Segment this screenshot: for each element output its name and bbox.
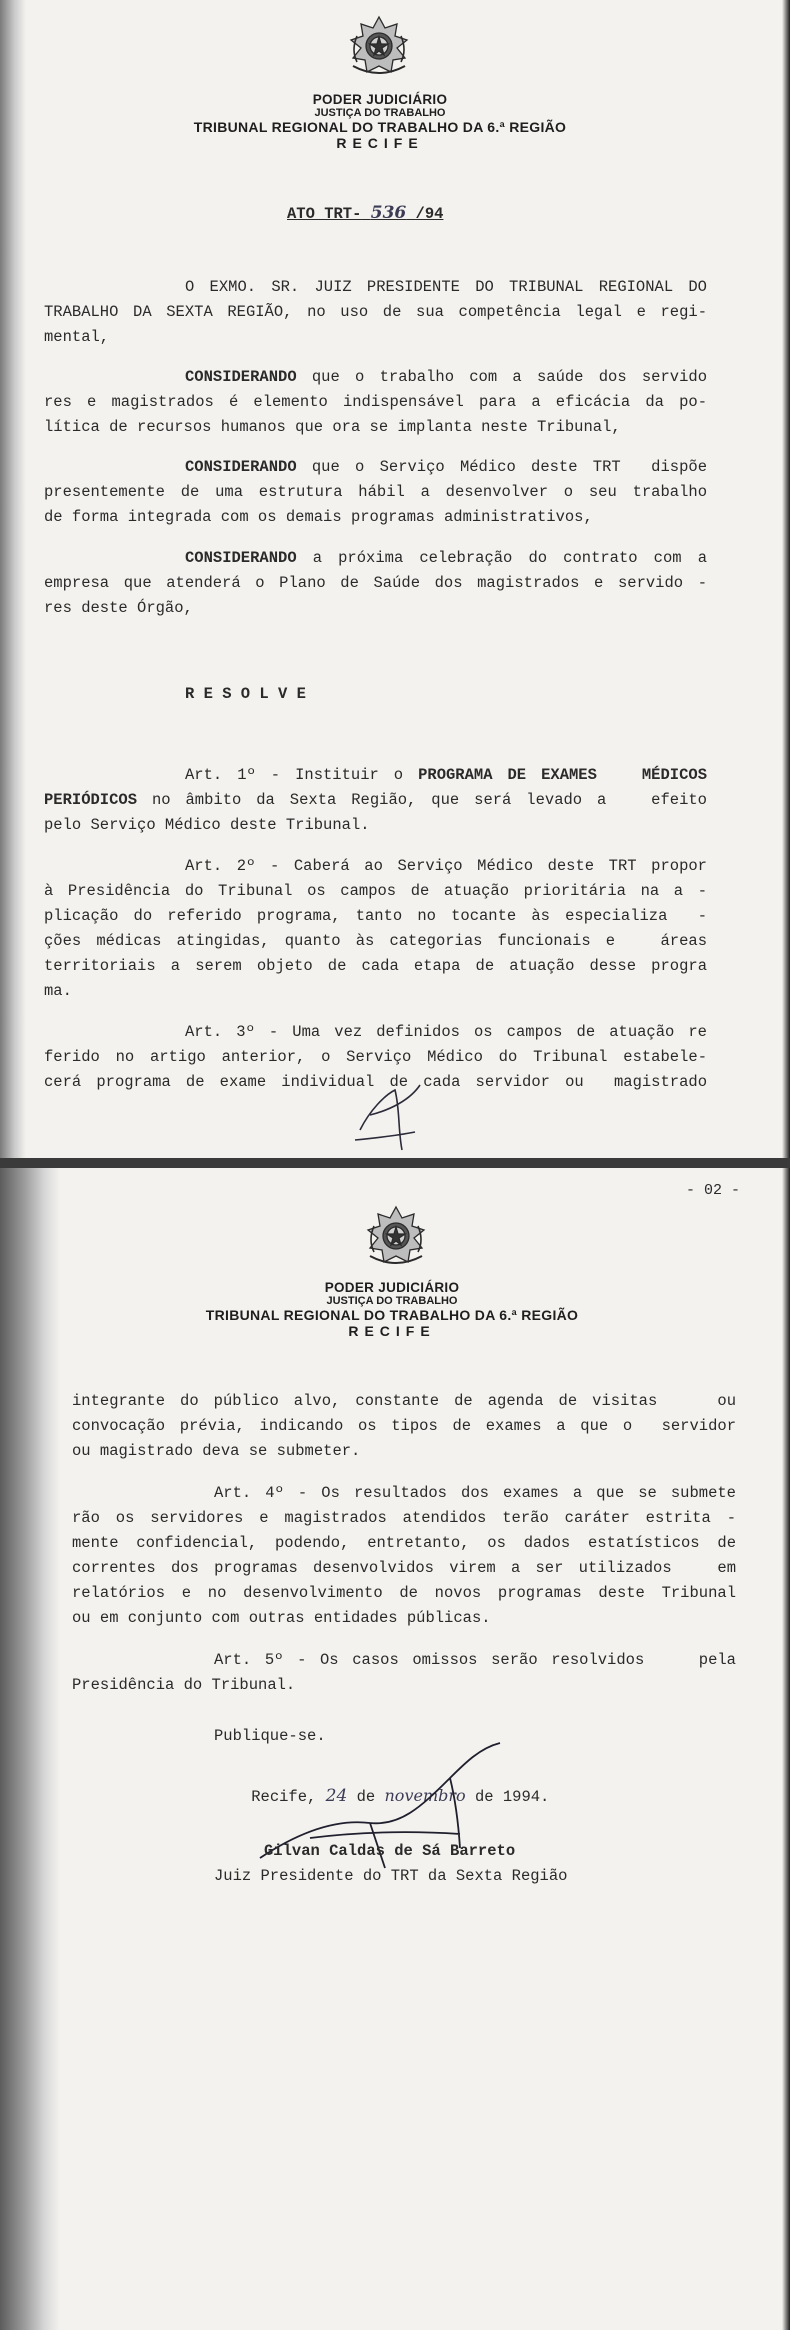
art-4-line-6: ou em conjunto com outras entidades públicas. <box>72 1609 491 1627</box>
considerando-1-line-2: res e magistrados é elemento indispensável para a eficácia da po- <box>44 393 707 411</box>
art-4-line-3: mente confidencial, podendo, entretanto, os dados estatísticos de <box>72 1534 736 1552</box>
art-4-line-1: Art. 4º - Os resultados dos exames a que se submete <box>214 1484 736 1502</box>
art-4-line-5: relatórios e no desenvolvimento de novos programas deste Tribunal <box>72 1584 736 1602</box>
signer-title: Juiz Presidente do TRT da Sexta Região <box>214 1867 568 1885</box>
header-line-4: RECIFE <box>348 1323 436 1339</box>
page-number: - 02 - <box>685 1182 740 1199</box>
art-1-program: PROGRAMA DE EXAMES MÉDICOS <box>418 766 707 784</box>
act-title <box>287 203 443 223</box>
act-prefix: ATO TRT- <box>287 205 362 223</box>
date-day-handwritten: 24 <box>325 1786 348 1806</box>
art-1-prefix: Art. 1º - Instituir o <box>185 766 419 784</box>
publique-se: Publique-se. <box>214 1727 326 1745</box>
art-5-line-2: Presidência do Tribunal. <box>72 1676 296 1694</box>
art-1-line-1 <box>185 764 707 786</box>
art-4-line-4: correntes dos programas desenvolvidos virem a ser utilizados em <box>72 1559 736 1577</box>
art-1-program-cont: PERIÓDICOS <box>44 791 138 809</box>
document-page-1 <box>0 0 790 1158</box>
scan-edge <box>782 0 790 1158</box>
considerando-1-line-1 <box>185 366 707 388</box>
header-line-4: RECIFE <box>336 135 424 151</box>
art-3-line-3: cerá programa de exame individual de cada servidor ou magistrado <box>44 1073 707 1091</box>
coat-of-arms-icon <box>345 14 413 82</box>
resolve-heading: R E S O L V E <box>185 685 306 703</box>
coat-of-arms-icon <box>362 1204 430 1272</box>
art-2-line-3: plicação do referido programa, tanto no tocante às especializa - <box>44 907 707 925</box>
header-line-2: JUSTIÇA DO TRABALHO <box>314 107 446 119</box>
initials-signature <box>340 1070 450 1155</box>
header-line-3: TRIBUNAL REGIONAL DO TRABALHO DA 6.ª REGIÃO <box>205 1307 579 1323</box>
considerando-3-line-1 <box>185 547 707 569</box>
considerando-3-line-3: res deste Órgão, <box>44 599 193 617</box>
art-3-cont-line-2: convocação prévia, indicando os tipos de exames a que o servidor <box>72 1417 736 1435</box>
scan-shadow <box>0 1168 60 2330</box>
art-5-line-1: Art. 5º - Os casos omissos serão resolvidos pela <box>214 1651 736 1669</box>
date-city: Recife, <box>251 1788 326 1806</box>
considerando-label: CONSIDERANDO <box>185 458 297 476</box>
art-1-line-2 <box>44 789 707 811</box>
document-page-2 <box>0 1168 790 2330</box>
art-1-line-3: pelo Serviço Médico deste Tribunal. <box>44 816 370 834</box>
letterhead <box>0 92 760 151</box>
art-2-line-4: ções médicas atingidas, quanto às categorias funcionais e áreas <box>44 932 707 950</box>
act-number-handwritten: 536 <box>370 203 407 223</box>
considerando-2-line-3: de forma integrada com os demais programas administrativos, <box>44 508 593 526</box>
art-2-line-2: à Presidência do Tribunal os campos de atuação prioritária na a - <box>44 882 707 900</box>
date-month-handwritten: novembro <box>384 1786 466 1805</box>
art-4-line-2: rão os servidores e magistrados atendidos terão caráter estrita - <box>72 1509 736 1527</box>
considerando-1-line-3: lítica de recursos humanos que ora se implanta neste Tribunal, <box>44 418 621 436</box>
header-line-1: PODER JUDICIÁRIO <box>324 1280 460 1295</box>
header-line-3: TRIBUNAL REGIONAL DO TRABALHO DA 6.ª REGIÃO <box>193 119 567 135</box>
considerando-2-text: que o Serviço Médico deste TRT dispõe <box>296 458 707 476</box>
considerando-2-line-2: presentemente de uma estrutura hábil a desenvolver o seu trabalho <box>44 483 707 501</box>
art-3-cont-line-3: ou magistrado deva se submeter. <box>72 1442 361 1460</box>
art-3-line-2: ferido no artigo anterior, o Serviço Médico do Tribunal estabele- <box>44 1048 707 1066</box>
header-line-2: JUSTIÇA DO TRABALHO <box>326 1295 458 1307</box>
opening-line-1: O EXMO. SR. JUIZ PRESIDENTE DO TRIBUNAL REGIONAL DO <box>185 278 707 296</box>
art-2-line-5: territoriais a serem objeto de cada etapa de atuação desse progra <box>44 957 707 975</box>
act-suffix: /94 <box>415 205 444 223</box>
letterhead <box>12 1280 772 1339</box>
art-3-cont-line-1: integrante do público alvo, constante de agenda de visitas ou <box>72 1392 736 1410</box>
considerando-3-text: a próxima celebração do contrato com a <box>296 549 707 567</box>
date-de: de <box>347 1788 385 1806</box>
considerando-label: CONSIDERANDO <box>185 368 297 386</box>
signer-name: Gilvan Caldas de Sá Barreto <box>264 1842 516 1860</box>
scan-edge <box>782 1168 790 2330</box>
considerando-2-line-1 <box>185 456 707 478</box>
opening-line-3: mental, <box>44 328 110 346</box>
considerando-label: CONSIDERANDO <box>185 549 297 567</box>
header-line-1: PODER JUDICIÁRIO <box>312 92 448 107</box>
art-2-line-6: ma. <box>44 982 72 1000</box>
art-3-line-1: Art. 3º - Uma vez definidos os campos de atuação re <box>185 1023 707 1041</box>
considerando-3-line-2: empresa que atenderá o Plano de Saúde dos magistrados e servido - <box>44 574 707 592</box>
date-year: de 1994. <box>465 1788 550 1806</box>
considerando-1-text: que o trabalho com a saúde dos servido <box>296 368 707 386</box>
opening-line-2: TRABALHO DA SEXTA REGIÃO, no uso de sua competência legal e regi- <box>44 303 707 321</box>
art-1-text: no âmbito da Sexta Região, que será levado a efeito <box>137 791 707 809</box>
art-2-line-1: Art. 2º - Caberá ao Serviço Médico deste TRT propor <box>185 857 707 875</box>
scan-shadow <box>0 0 26 1158</box>
